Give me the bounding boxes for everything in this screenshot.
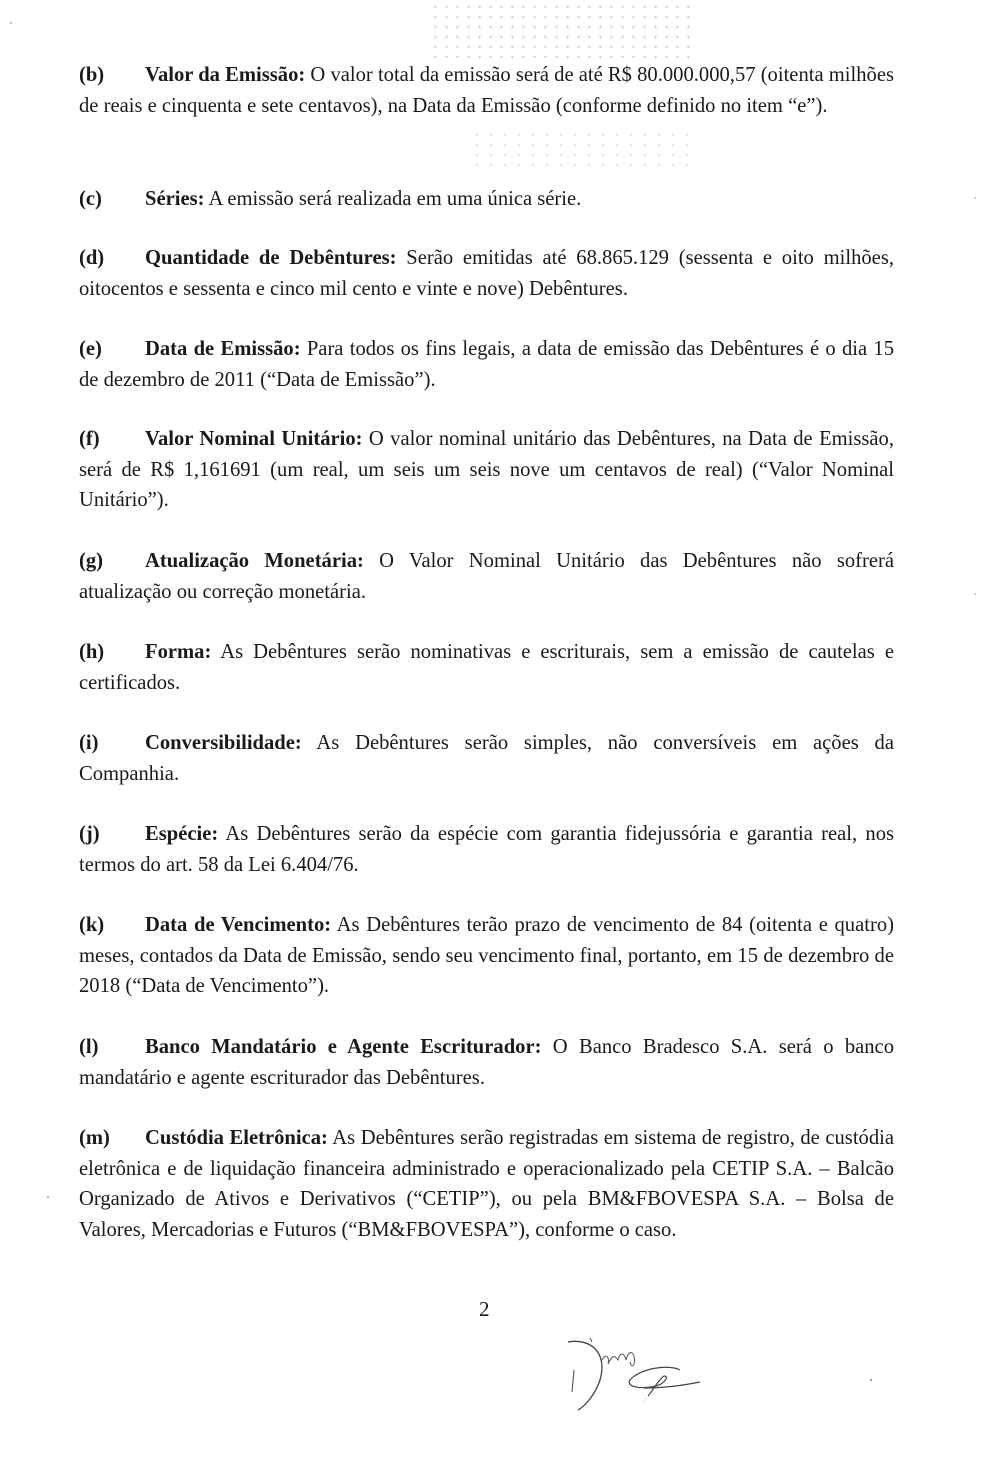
page-number: 2 [479, 1297, 490, 1321]
clause-letter: (j) [79, 823, 100, 845]
clause-text: O valor total da emissão será de até R$ 80.000.000,57 (oitenta milhões de reais e cinquenta e sete centavos), na Data da Emissão (conforme definido no item “e”). [79, 64, 894, 117]
perforation-stamp-top [430, 2, 690, 58]
clause-d [79, 243, 894, 304]
clause-letter: (f) [79, 428, 100, 450]
clause-text: As Debêntures terão prazo de vencimento de 84 (oitenta e quatro) meses, contados da Data de Emissão, sendo seu vencimento final, portanto, em 15 de dezembro de 2018 (“Data de Vencimento”). [79, 914, 894, 997]
clause-text: Serão emitidas até 68.865.129 (sessenta e oito milhões, oitocentos e sessenta e cinco mil cento e vinte e nove) Debêntures. [79, 247, 894, 300]
clause-title: Atualização Monetária: [145, 550, 364, 572]
clause-f [79, 424, 894, 516]
clause-letter: (g) [79, 550, 104, 572]
clause-title: Data de Vencimento: [145, 914, 332, 936]
scan-speck [974, 197, 976, 199]
clause-title: Forma: [145, 641, 212, 663]
clause-i [79, 728, 894, 789]
clause-letter: (e) [79, 338, 102, 360]
clause-title: Quantidade de Debêntures: [145, 247, 397, 269]
clause-c [79, 184, 894, 215]
scan-speck [974, 593, 976, 595]
clause-text: O valor nominal unitário das Debêntures, na Data de Emissão, será de R$ 1,161691 (um real, um seis um seis nove um centavos de real) (“Valor Nominal Unitário”). [79, 428, 894, 511]
clause-text: O Valor Nominal Unitário das Debêntures não sofrerá atualização ou correção monetária. [79, 550, 894, 603]
clause-m [79, 1123, 894, 1245]
scan-speck [47, 1196, 49, 1198]
scan-speck [870, 1379, 872, 1381]
clause-j [79, 819, 894, 880]
clause-text: As Debêntures serão simples, não conversíveis em ações da Companhia. [79, 732, 894, 785]
clause-title: Espécie: [145, 823, 219, 845]
scan-speck [10, 22, 12, 24]
clause-title: Valor Nominal Unitário: [145, 428, 363, 450]
handwritten-signature [560, 1330, 720, 1420]
perforation-stamp-overlay [470, 130, 690, 170]
clause-k [79, 910, 894, 1002]
clause-h [79, 637, 894, 698]
clause-title: Custódia Eletrônica: [145, 1127, 328, 1149]
clause-l [79, 1032, 894, 1093]
clause-title: Data de Emissão: [145, 338, 301, 360]
clause-letter: (b) [79, 64, 105, 86]
clause-letter: (m) [79, 1127, 110, 1149]
clause-title: Banco Mandatário e Agente Escriturador: [145, 1036, 542, 1058]
clause-letter: (l) [79, 1036, 99, 1058]
clause-g [79, 546, 894, 607]
clause-e [79, 334, 894, 395]
clause-text: As Debêntures serão nominativas e escriturais, sem a emissão de cautelas e certificados. [79, 641, 894, 694]
clause-title: Séries: [145, 188, 205, 210]
clause-letter: (k) [79, 914, 105, 936]
clause-title: Conversibilidade: [145, 732, 302, 754]
clause-b [79, 60, 894, 121]
clause-text: As Debêntures serão da espécie com garantia fidejussória e garantia real, nos termos do art. 58 da Lei 6.404/76. [79, 823, 894, 876]
clause-letter: (d) [79, 247, 105, 269]
clause-letter: (c) [79, 188, 102, 210]
clause-text: O Banco Bradesco S.A. será o banco mandatário e agente escriturador das Debêntures. [79, 1036, 894, 1089]
clause-letter: (i) [79, 732, 99, 754]
clause-text: A emissão será realizada em uma única série. [204, 188, 582, 210]
clause-letter: (h) [79, 641, 105, 663]
clause-text: As Debêntures serão registradas em sistema de registro, de custódia eletrônica e de liquidação financeira administrado e operacionalizado pela CETIP S.A. – Balcão Organizado de Ativos e Derivativos (“CETIP”), ou pela BM&FBOVESPA S.A. – Bolsa de Valores, Mercadorias e Futuros (“BM&FBOVESPA”), conforme o caso. [79, 1127, 894, 1241]
clause-text: Para todos os fins legais, a data de emissão das Debêntures é o dia 15 de dezembro de 2011 (“Data de Emissão”). [79, 338, 894, 391]
clause-title: Valor da Emissão: [145, 64, 306, 86]
